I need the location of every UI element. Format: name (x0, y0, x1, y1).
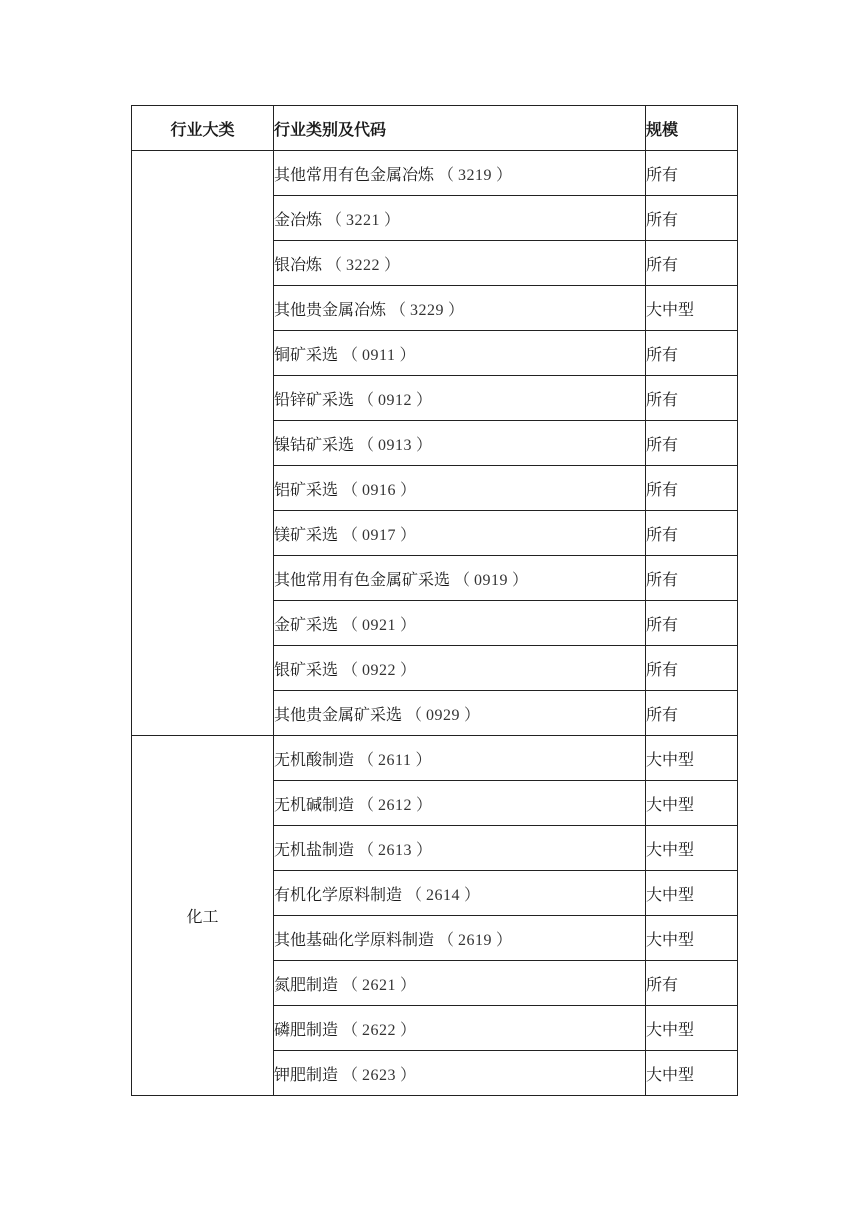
scale-cell: 大中型 (646, 1006, 738, 1051)
category-cell (132, 151, 274, 736)
table-row (132, 736, 738, 781)
industry-name: 其他贵金属矿采选 (274, 704, 403, 724)
close-paren: ） (400, 974, 417, 994)
open-paren: （ (358, 839, 375, 859)
industry-name: 无机碱制造 (274, 794, 355, 814)
industry-cell (274, 736, 646, 781)
close-paren: ） (399, 344, 416, 364)
industry-name: 有机化学原料制造 (274, 884, 403, 904)
open-paren: （ (342, 1019, 359, 1039)
open-paren: （ (454, 569, 471, 589)
industry-cell (274, 871, 646, 916)
table-row (132, 151, 738, 196)
industry-code: 0917 (362, 526, 397, 544)
scale-cell: 大中型 (646, 1051, 738, 1096)
industry-cell (274, 1006, 646, 1051)
scale-cell: 所有 (646, 196, 738, 241)
open-paren: （ (406, 704, 423, 724)
scale-cell: 所有 (646, 961, 738, 1006)
open-paren: （ (438, 164, 455, 184)
open-paren: （ (438, 929, 455, 949)
industry-name: 氮肥制造 (274, 974, 339, 994)
open-paren: （ (342, 524, 359, 544)
industry-cell (274, 511, 646, 556)
industry-code: 0921 (362, 616, 397, 634)
industry-cell (274, 826, 646, 871)
open-paren: （ (342, 479, 359, 499)
header-category: 行业大类 (132, 106, 274, 151)
scale-cell: 所有 (646, 421, 738, 466)
industry-name: 无机盐制造 (274, 839, 355, 859)
open-paren: （ (406, 884, 423, 904)
scale-cell: 所有 (646, 331, 738, 376)
industry-name: 金矿采选 (274, 614, 339, 634)
industry-code: 2612 (378, 796, 413, 814)
industry-name: 无机酸制造 (274, 749, 355, 769)
industry-code: 2622 (362, 1021, 397, 1039)
industry-cell (274, 196, 646, 241)
industry-name: 铅锌矿采选 (274, 389, 355, 409)
scale-cell: 所有 (646, 376, 738, 421)
scale-cell: 所有 (646, 556, 738, 601)
close-paren: ） (448, 299, 465, 319)
industry-cell (274, 1051, 646, 1096)
header-industry: 行业类别及代码 (274, 106, 646, 151)
close-paren: ） (384, 209, 401, 229)
scale-cell: 所有 (646, 646, 738, 691)
industry-code: 3229 (410, 301, 445, 319)
industry-cell (274, 781, 646, 826)
scale-cell: 所有 (646, 241, 738, 286)
header-scale: 规模 (646, 106, 738, 151)
industry-cell (274, 961, 646, 1006)
industry-name: 钾肥制造 (274, 1064, 339, 1084)
close-paren: ） (416, 434, 433, 454)
close-paren: ） (415, 749, 432, 769)
scale-cell: 大中型 (646, 916, 738, 961)
industry-name: 银冶炼 (274, 254, 323, 274)
open-paren: （ (342, 974, 359, 994)
close-paren: ） (416, 389, 433, 409)
scale-cell: 大中型 (646, 781, 738, 826)
industry-code: 0929 (426, 706, 461, 724)
open-paren: （ (326, 254, 343, 274)
industry-code: 0922 (362, 661, 397, 679)
industry-code: 2623 (362, 1066, 397, 1084)
table-body (132, 151, 738, 1096)
industry-name: 金冶炼 (274, 209, 323, 229)
open-paren: （ (358, 434, 375, 454)
scale-cell: 所有 (646, 151, 738, 196)
industry-cell (274, 421, 646, 466)
industry-code: 0911 (362, 346, 396, 364)
scale-cell: 大中型 (646, 871, 738, 916)
close-paren: ） (416, 839, 433, 859)
industry-name: 磷肥制造 (274, 1019, 339, 1039)
industry-table (131, 105, 738, 1096)
industry-code: 0913 (378, 436, 413, 454)
scale-cell: 所有 (646, 511, 738, 556)
close-paren: ） (512, 569, 529, 589)
close-paren: ） (496, 929, 513, 949)
open-paren: （ (326, 209, 343, 229)
industry-cell (274, 286, 646, 331)
industry-code: 2613 (378, 841, 413, 859)
industry-cell (274, 646, 646, 691)
industry-code: 3221 (346, 211, 381, 229)
open-paren: （ (342, 614, 359, 634)
open-paren: （ (358, 749, 375, 769)
industry-name: 其他基础化学原料制造 (274, 929, 435, 949)
industry-cell (274, 331, 646, 376)
category-cell: 化工 (132, 736, 274, 1096)
close-paren: ） (400, 614, 417, 634)
industry-code: 3222 (346, 256, 381, 274)
industry-cell (274, 376, 646, 421)
scale-cell: 所有 (646, 601, 738, 646)
close-paren: ） (464, 704, 481, 724)
industry-name: 其他常用有色金属冶炼 (274, 164, 435, 184)
open-paren: （ (390, 299, 407, 319)
industry-cell (274, 601, 646, 646)
industry-cell (274, 556, 646, 601)
close-paren: ） (496, 164, 513, 184)
open-paren: （ (342, 1064, 359, 1084)
industry-name: 银矿采选 (274, 659, 339, 679)
scale-cell: 大中型 (646, 736, 738, 781)
industry-name: 铝矿采选 (274, 479, 339, 499)
industry-cell (274, 241, 646, 286)
scale-cell: 大中型 (646, 826, 738, 871)
close-paren: ） (384, 254, 401, 274)
close-paren: ） (416, 794, 433, 814)
table-header-row (132, 106, 738, 151)
industry-code: 3219 (458, 166, 493, 184)
open-paren: （ (342, 659, 359, 679)
open-paren: （ (358, 389, 375, 409)
scale-cell: 所有 (646, 691, 738, 736)
scale-cell: 大中型 (646, 286, 738, 331)
close-paren: ） (464, 884, 481, 904)
industry-cell (274, 151, 646, 196)
industry-code: 2621 (362, 976, 397, 994)
industry-name: 铜矿采选 (274, 344, 339, 364)
industry-cell (274, 916, 646, 961)
close-paren: ） (400, 1064, 417, 1084)
close-paren: ） (400, 479, 417, 499)
close-paren: ） (400, 1019, 417, 1039)
open-paren: （ (358, 794, 375, 814)
close-paren: ） (400, 524, 417, 544)
industry-code: 0919 (474, 571, 509, 589)
industry-name: 其他贵金属冶炼 (274, 299, 387, 319)
industry-name: 镁矿采选 (274, 524, 339, 544)
industry-code: 2614 (426, 886, 461, 904)
open-paren: （ (342, 344, 359, 364)
industry-code: 0916 (362, 481, 397, 499)
industry-code: 2611 (378, 751, 412, 769)
industry-cell (274, 691, 646, 736)
scale-cell: 所有 (646, 466, 738, 511)
close-paren: ） (400, 659, 417, 679)
industry-name: 其他常用有色金属矿采选 (274, 569, 451, 589)
industry-cell (274, 466, 646, 511)
industry-code: 0912 (378, 391, 413, 409)
industry-code: 2619 (458, 931, 493, 949)
industry-name: 镍钴矿采选 (274, 434, 355, 454)
